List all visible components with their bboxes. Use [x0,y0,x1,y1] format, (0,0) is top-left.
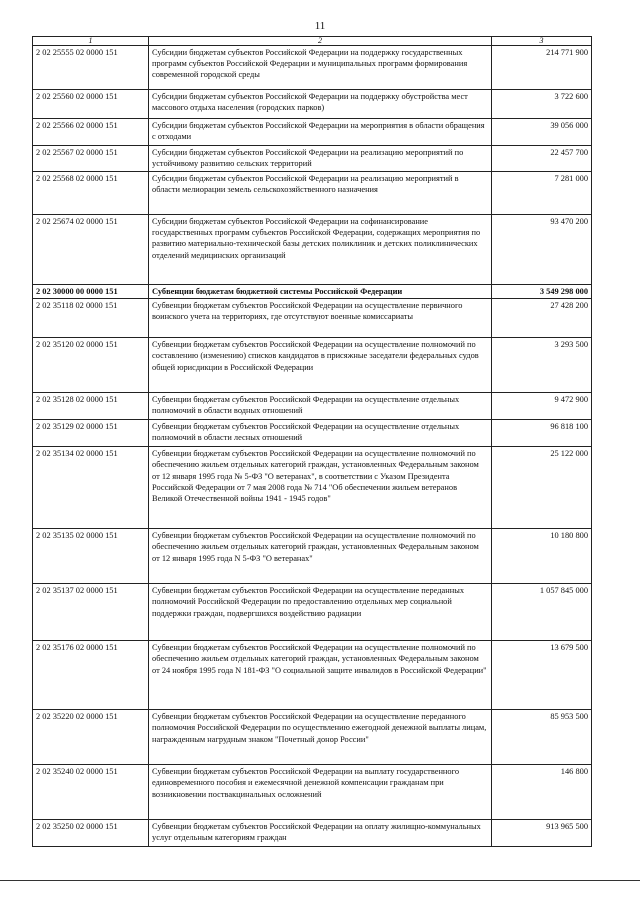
amount-cell: 39 056 000 [492,119,592,146]
budget-code-cell: 2 02 25566 02 0000 151 [33,119,149,146]
description-cell: Субсидии бюджетам субъектов Российской Федерации на поддержку государственных программ субъектов Российской Федерации и муниципальных программ формирования современной городской среды [149,46,492,90]
amount-cell: 146 800 [492,765,592,820]
description-cell: Субсидии бюджетам субъектов Российской Федерации на мероприятия в области обращения с отходами [149,119,492,146]
column-header-row [33,37,592,46]
budget-table [32,36,592,847]
amount-cell: 1 057 845 000 [492,584,592,641]
description-cell: Субсидии бюджетам субъектов Российской Федерации на софинансирование государственных программ субъектов Российской Федерации, содержащих мероприятия по развитию материально-технической базы детских поликлиник и детских поликлинических отделений медицинских организаций [149,215,492,285]
amount-cell: 3 293 500 [492,338,592,393]
description-cell: Субвенции бюджетам субъектов Российской Федерации на осуществление полномочий по обеспечению жильем отдельных категорий граждан, установленных Федеральным законом от 24 ноября 1995 года N 181-ФЗ "О социальной защите инвалидов в Российской Федерации" [149,641,492,710]
bottom-rule [0,880,640,881]
budget-code-cell: 2 02 35250 02 0000 151 [33,820,149,847]
amount-cell: 93 470 200 [492,215,592,285]
description-cell: Субвенции бюджетам бюджетной системы Российской Федерации [149,285,492,299]
budget-code-cell: 2 02 35120 02 0000 151 [33,338,149,393]
amount-cell: 13 679 500 [492,641,592,710]
amount-cell: 9 472 900 [492,393,592,420]
budget-code-cell: 2 02 35129 02 0000 151 [33,420,149,447]
column-header: 3 [492,37,592,46]
budget-code-cell: 2 02 35176 02 0000 151 [33,641,149,710]
budget-code-cell: 2 02 30000 00 0000 151 [33,285,149,299]
amount-cell: 7 281 000 [492,172,592,215]
description-cell: Субвенции бюджетам субъектов Российской Федерации на осуществление переданных полномочий Российской Федерации по предоставлению отдельных мер социальной поддержки граждан, подвергшихся воздействию радиации [149,584,492,641]
description-cell: Субвенции бюджетам субъектов Российской Федерации на осуществление отдельных полномочий в области лесных отношений [149,420,492,447]
budget-code-cell: 2 02 25567 02 0000 151 [33,146,149,172]
amount-cell: 85 953 500 [492,710,592,765]
table-row [33,146,592,172]
amount-cell: 214 771 900 [492,46,592,90]
table-row [33,641,592,710]
description-cell: Субсидии бюджетам субъектов Российской Федерации на реализацию мероприятий в области мелиорации земель сельскохозяйственного назначения [149,172,492,215]
description-cell: Субвенции бюджетам субъектов Российской Федерации на осуществление переданного полномочия Российской Федерации по осуществлению ежегодной денежной выплаты лицам, награжденным нагрудным знаком "Почетный донор России" [149,710,492,765]
budget-code-cell: 2 02 35137 02 0000 151 [33,584,149,641]
table-row [33,420,592,447]
budget-code-cell: 2 02 35118 02 0000 151 [33,299,149,338]
table-row [33,820,592,847]
description-cell: Субсидии бюджетам субъектов Российской Федерации на поддержку обустройства мест массового отдыха населения (городских парков) [149,90,492,119]
table-row [33,765,592,820]
column-header: 2 [149,37,492,46]
description-cell: Субвенции бюджетам субъектов Российской Федерации на осуществление отдельных полномочий в области водных отношений [149,393,492,420]
description-cell: Субвенции бюджетам субъектов Российской Федерации на оплату жилищно-коммунальных услуг отдельным категориям граждан [149,820,492,847]
budget-code-cell: 2 02 25674 02 0000 151 [33,215,149,285]
budget-code-cell: 2 02 25568 02 0000 151 [33,172,149,215]
budget-code-cell: 2 02 35128 02 0000 151 [33,393,149,420]
budget-code-cell: 2 02 35220 02 0000 151 [33,710,149,765]
amount-cell: 3 549 298 000 [492,285,592,299]
table-row [33,299,592,338]
table-row [33,119,592,146]
amount-cell: 96 818 100 [492,420,592,447]
description-cell: Субсидии бюджетам субъектов Российской Федерации на реализацию мероприятий по устойчивому развитию сельских территорий [149,146,492,172]
table-row [33,338,592,393]
table-row [33,447,592,529]
description-cell: Субвенции бюджетам субъектов Российской Федерации на осуществление полномочий по обеспечению жильем отдельных категорий граждан, установленных Федеральным законом от 12 января 1995 года N 5-ФЗ "О ветеранах" [149,529,492,584]
description-cell: Субвенции бюджетам субъектов Российской Федерации на осуществление полномочий по составлению (изменению) списков кандидатов в присяжные заседатели федеральных судов общей юрисдикции в Российской Федерации [149,338,492,393]
table-row [33,710,592,765]
budget-code-cell: 2 02 35134 02 0000 151 [33,447,149,529]
budget-code-cell: 2 02 25555 02 0000 151 [33,46,149,90]
description-cell: Субвенции бюджетам субъектов Российской Федерации на осуществление первичного воинского учета на территориях, где отсутствуют военные комиссариаты [149,299,492,338]
table-row [33,584,592,641]
budget-code-cell: 2 02 35240 02 0000 151 [33,765,149,820]
amount-cell: 25 122 000 [492,447,592,529]
budget-code-cell: 2 02 35135 02 0000 151 [33,529,149,584]
table-row [33,172,592,215]
table-row [33,529,592,584]
column-header: 1 [33,37,149,46]
amount-cell: 27 428 200 [492,299,592,338]
table-row [33,90,592,119]
table-row [33,285,592,299]
description-cell: Субвенции бюджетам субъектов Российской Федерации на осуществление полномочий по обеспечению жильем отдельных категорий граждан, установленных Федеральным законом от 12 января 1995 года № 5-ФЗ "О ветеранах", в соответствии с Указом Президента Российской Федерации от 7 мая 2008 года № 714 "Об обеспечении жильем ветеранов Великой Отечественной войны 1941 - 1945 годов" [149,447,492,529]
budget-code-cell: 2 02 25560 02 0000 151 [33,90,149,119]
description-cell: Субвенции бюджетам субъектов Российской Федерации на выплату государственного единовременного пособия и ежемесячной денежной компенсации гражданам при возникновении поствакцинальных осложнений [149,765,492,820]
amount-cell: 10 180 800 [492,529,592,584]
amount-cell: 22 457 700 [492,146,592,172]
page-number: 11 [314,20,326,32]
table-row [33,215,592,285]
table-row [33,393,592,420]
amount-cell: 913 965 500 [492,820,592,847]
amount-cell: 3 722 600 [492,90,592,119]
table-row [33,46,592,90]
